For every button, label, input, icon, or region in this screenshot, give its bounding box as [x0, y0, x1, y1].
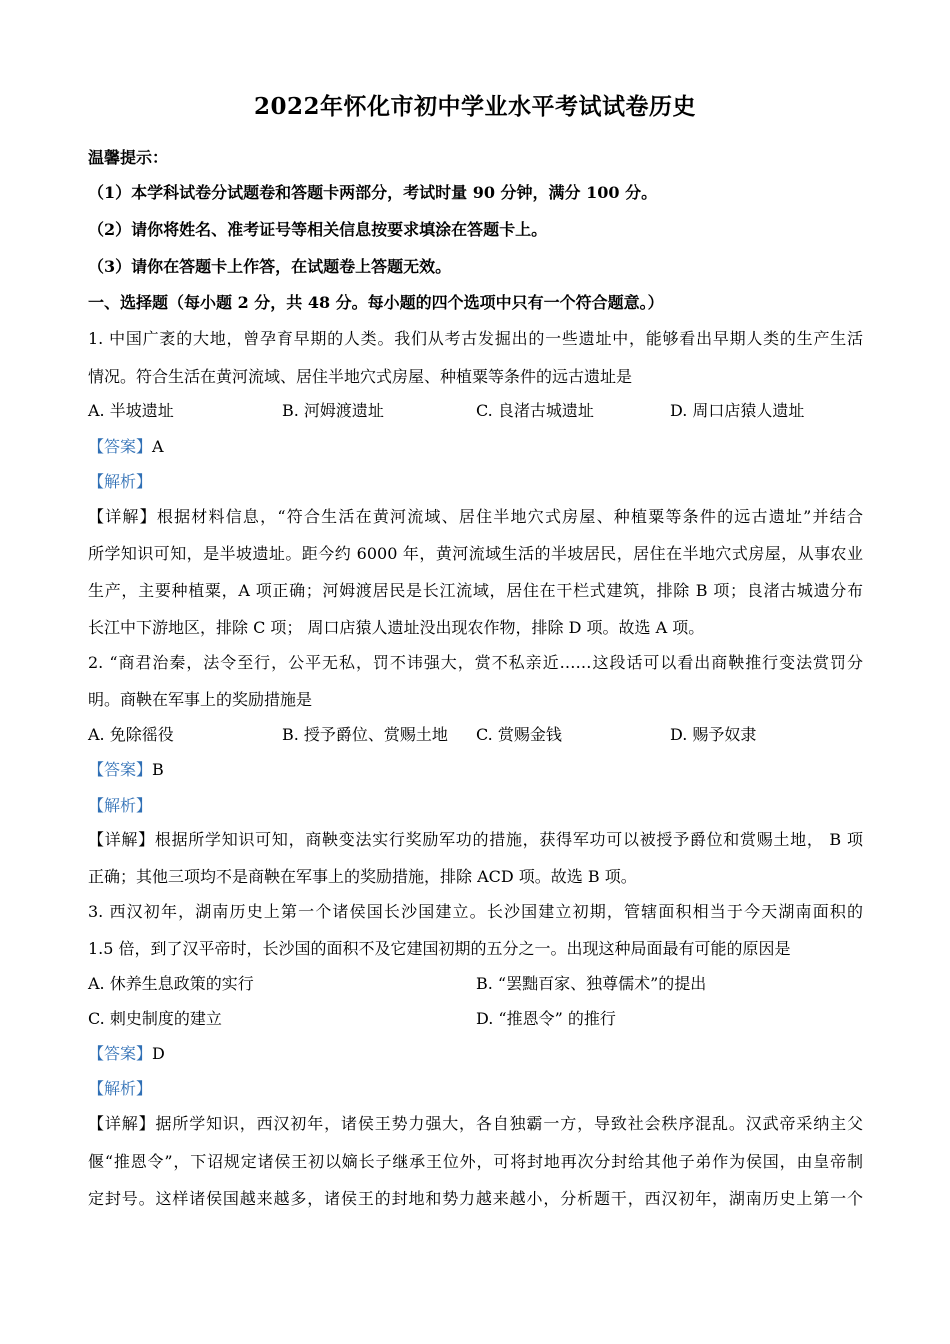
- q1-option-b: B. 河姆渡遗址: [282, 401, 384, 420]
- detail-label: 【详解】: [88, 830, 155, 849]
- q1-option-d: D. 周口店猿人遗址: [670, 401, 805, 420]
- q3-answer-value: D: [152, 1044, 165, 1063]
- q2-stem-line-1: 2. “商君治秦，法令至行，公平无私，罚不讳强大，赏不私亲近……这段话可以看出商鞅推行变法赏罚分: [88, 653, 863, 672]
- q2-option-b: B. 授予爵位、赏赐土地: [282, 725, 448, 744]
- q1-detail-line-3: 生产，主要种植粟，A 项正确；河姆渡居民是长江流域，居住在干栏式建筑，排除 B 项；良渚古城遗分布: [88, 581, 863, 600]
- q1-stem-line-1: 1. 中国广袤的大地，曾孕育早期的人类。我们从考古发掘出的一些遗址中，能够看出早期人类的生产生活: [88, 329, 863, 348]
- q3-option-d: D. “推恩令” 的推行: [476, 1009, 616, 1028]
- q2-option-d: D. 赐予奴隶: [670, 725, 757, 744]
- q3-option-b: B. “罢黜百家、独尊儒术”的提出: [476, 974, 707, 993]
- page-title: 2022年怀化市初中学业水平考试试卷历史: [253, 93, 696, 120]
- q3-analysis-label: 【解析】: [88, 1079, 153, 1098]
- q2-analysis-label: 【解析】: [88, 796, 153, 815]
- tip-item-3: （3）请你在答题卡上作答，在试题卷上答题无效。: [88, 257, 452, 276]
- q1-analysis-label: 【解析】: [88, 472, 153, 491]
- q3-option-a: A. 休养生息政策的实行: [88, 974, 254, 993]
- tips-heading: 温馨提示：: [88, 148, 169, 167]
- tip-item-2: （2）请你将姓名、准考证号等相关信息按要求填涂在答题卡上。: [88, 220, 548, 239]
- q2-option-c: C. 赏赐金钱: [476, 725, 562, 744]
- q3-stem-line-2: 1.5 倍，到了汉平帝时，长沙国的面积不及它建国初期的五分之一。出现这种局面最有可能的原因是: [88, 939, 791, 958]
- q3-detail-line-3: 定封号。这样诸侯国越来越多，诸侯王的封地和势力越来越小，分析题干，西汉初年，湖南历史上第一个: [88, 1189, 863, 1208]
- q1-option-a: A. 半坡遗址: [88, 401, 174, 420]
- q1-detail-line-4: 长江中下游地区，排除 C 项； 周口店猿人遗址没出现农作物，排除 D 项。故选 A 项。: [88, 618, 705, 637]
- q3-detail-line-1: [88, 1113, 863, 1135]
- q2-detail-line-2: 正确；其他三项均不是商鞅在军事上的奖励措施，排除 ACD 项。故选 B 项。: [88, 867, 637, 886]
- q3-option-c: C. 刺史制度的建立: [88, 1009, 222, 1028]
- q1-detail-line-1: [88, 506, 863, 528]
- section-heading: 一、选择题（每小题 2 分，共 48 分。每小题的四个选项中只有一个符合题意。）: [88, 293, 664, 312]
- q3-detail-line-2: 偃“推恩令”，下诏规定诸侯王初以嫡长子继承王位外，可将封地再次分封给其他子弟作为侯国，由皇帝制: [88, 1152, 863, 1171]
- q1-detail-line-2: 所学知识可知，是半坡遗址。距今约 6000 年，黄河流域生活的半坡居民，居住在半地穴式房屋，从事农业: [88, 544, 863, 563]
- q1-answer: [88, 436, 164, 458]
- q2-option-a: A. 免除徭役: [88, 725, 174, 744]
- q2-answer-value: B: [152, 760, 164, 779]
- q1-detail-text-1: 根据材料信息，“符合生活在黄河流域、居住半地穴式房屋、种植粟等条件的远古遗址”并结合: [156, 507, 863, 526]
- q3-detail-text-1: 据所学知识，西汉初年，诸侯王势力强大，各自独霸一方，导致社会秩序混乱。汉武帝采纳主父: [155, 1114, 863, 1133]
- q2-stem-line-2: 明。商鞅在军事上的奖励措施是: [88, 690, 313, 709]
- answer-label: 【答案】: [88, 1044, 153, 1063]
- answer-label: 【答案】: [88, 437, 153, 456]
- q2-detail-line-1: [88, 829, 863, 851]
- q2-answer: [88, 759, 164, 781]
- q3-answer: [88, 1043, 165, 1065]
- q1-stem-line-2: 情况。符合生活在黄河流域、居住半地穴式房屋、种植粟等条件的远古遗址是: [88, 367, 633, 386]
- q1-option-c: C. 良渚古城遗址: [476, 401, 594, 420]
- tip-item-1: （1）本学科试卷分试题卷和答题卡两部分，考试时量 90 分钟，满分 100 分。: [88, 183, 658, 202]
- q3-stem-line-1: 3. 西汉初年，湖南历史上第一个诸侯国长沙国建立。长沙国建立初期，管辖面积相当于今天湖南面积的: [88, 902, 863, 921]
- detail-label: 【详解】: [88, 507, 157, 526]
- q1-answer-value: A: [152, 437, 164, 456]
- q2-detail-text-1: 根据所学知识可知，商鞅变法实行奖励军功的措施，获得军功可以被授予爵位和赏赐土地， B 项: [154, 830, 863, 849]
- answer-label: 【答案】: [88, 760, 153, 779]
- detail-label: 【详解】: [88, 1114, 156, 1133]
